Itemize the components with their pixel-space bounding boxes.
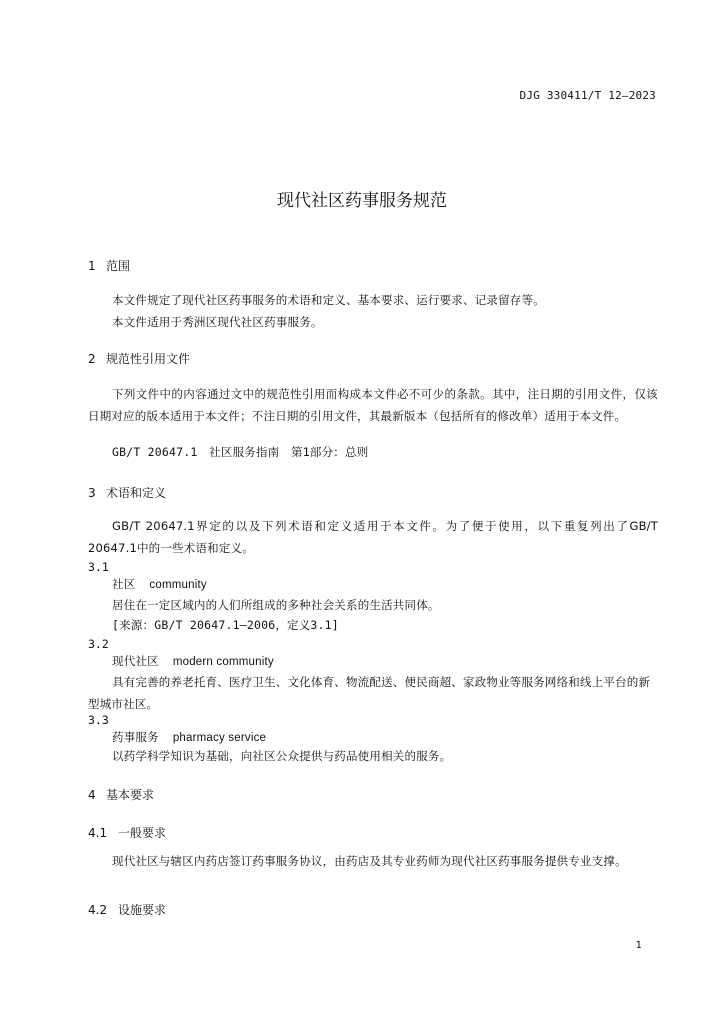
section-4-heading [88,786,154,803]
section-1-paragraph-2: 本文件适用于秀洲区现代社区药事服务。 [112,315,323,329]
section-title: 术语和定义 [106,486,167,500]
term-chinese: 社区 [112,577,136,591]
section-number: 1 [88,259,96,273]
term-chinese: 药事服务 [112,730,159,744]
term-3-3-number: 3.3 [88,713,109,727]
section-3-heading [88,484,166,501]
section-4-1-paragraph-1: 现代社区与辖区内药店签订药事服务协议，由药店及其专业药师为现代社区药事服务提供专业支撑。 [112,854,627,868]
section-number: 4.2 [88,903,108,917]
term-3-1-source: [来源：GB/T 20647.1—2006，定义3.1] [112,618,339,632]
section-2-paragraph-1: 下列文件中的内容通过文中的规范性引用而构成本文件必不可少的条款。其中，注日期的引用文件，仅该日期对应的版本适用于本文件；不注日期的引用文件，其最新版本（包括所有的修改单）适用于本文件。 [88,387,658,423]
term-english: modern community [172,656,274,668]
term-english: community [149,579,207,591]
section-3-paragraph-1: GB/T 20647.1界定的以及下列术语和定义适用于本文件。为了便于使用，以下重复列出了GB/T 20647.1中的一些术语和定义。 [88,519,658,555]
document-title: 现代社区药事服务规范 [277,191,447,211]
section-number: 4 [88,788,96,802]
section-title: 一般要求 [118,826,167,840]
section-title: 设施要求 [118,903,167,917]
page-number: 1 [635,940,642,951]
standard-code: DJG 330411/T 12—2023 [519,89,656,102]
term-3-1-label [112,573,658,596]
section-4-1-heading [88,824,166,841]
section-1-heading [88,257,130,274]
section-title: 范围 [106,259,131,273]
term-3-2-definition: 具有完善的养老托育、医疗卫生、文化体育、物流配送、便民商超、家政物业等服务网络和线上平台的新型城市社区。 [88,675,651,711]
term-3-3-definition: 以药学科学知识为基础，向社区公众提供与药品使用相关的服务。 [112,749,452,763]
section-1-paragraph-1: 本文件规定了现代社区药事服务的术语和定义、基本要求、运行要求、记录留存等。 [112,293,545,307]
section-title: 基本要求 [106,788,155,802]
term-3-1-definition: 居住在一定区域内的人们所组成的多种社会关系的生活共同体。 [112,598,440,612]
term-english: pharmacy service [172,732,267,744]
section-title: 规范性引用文件 [106,352,191,366]
normative-reference: GB/T 20647.1 社区服务指南 第1部分：总则 [112,445,369,459]
section-number: 4.1 [88,826,108,840]
section-4-2-heading [88,901,166,918]
section-number: 3 [88,486,96,500]
term-chinese: 现代社区 [112,654,159,668]
section-number: 2 [88,352,96,366]
term-3-2-number: 3.2 [88,637,109,651]
term-3-1-number: 3.1 [88,560,109,574]
term-3-2-label [112,650,658,673]
section-2-heading [88,350,190,367]
